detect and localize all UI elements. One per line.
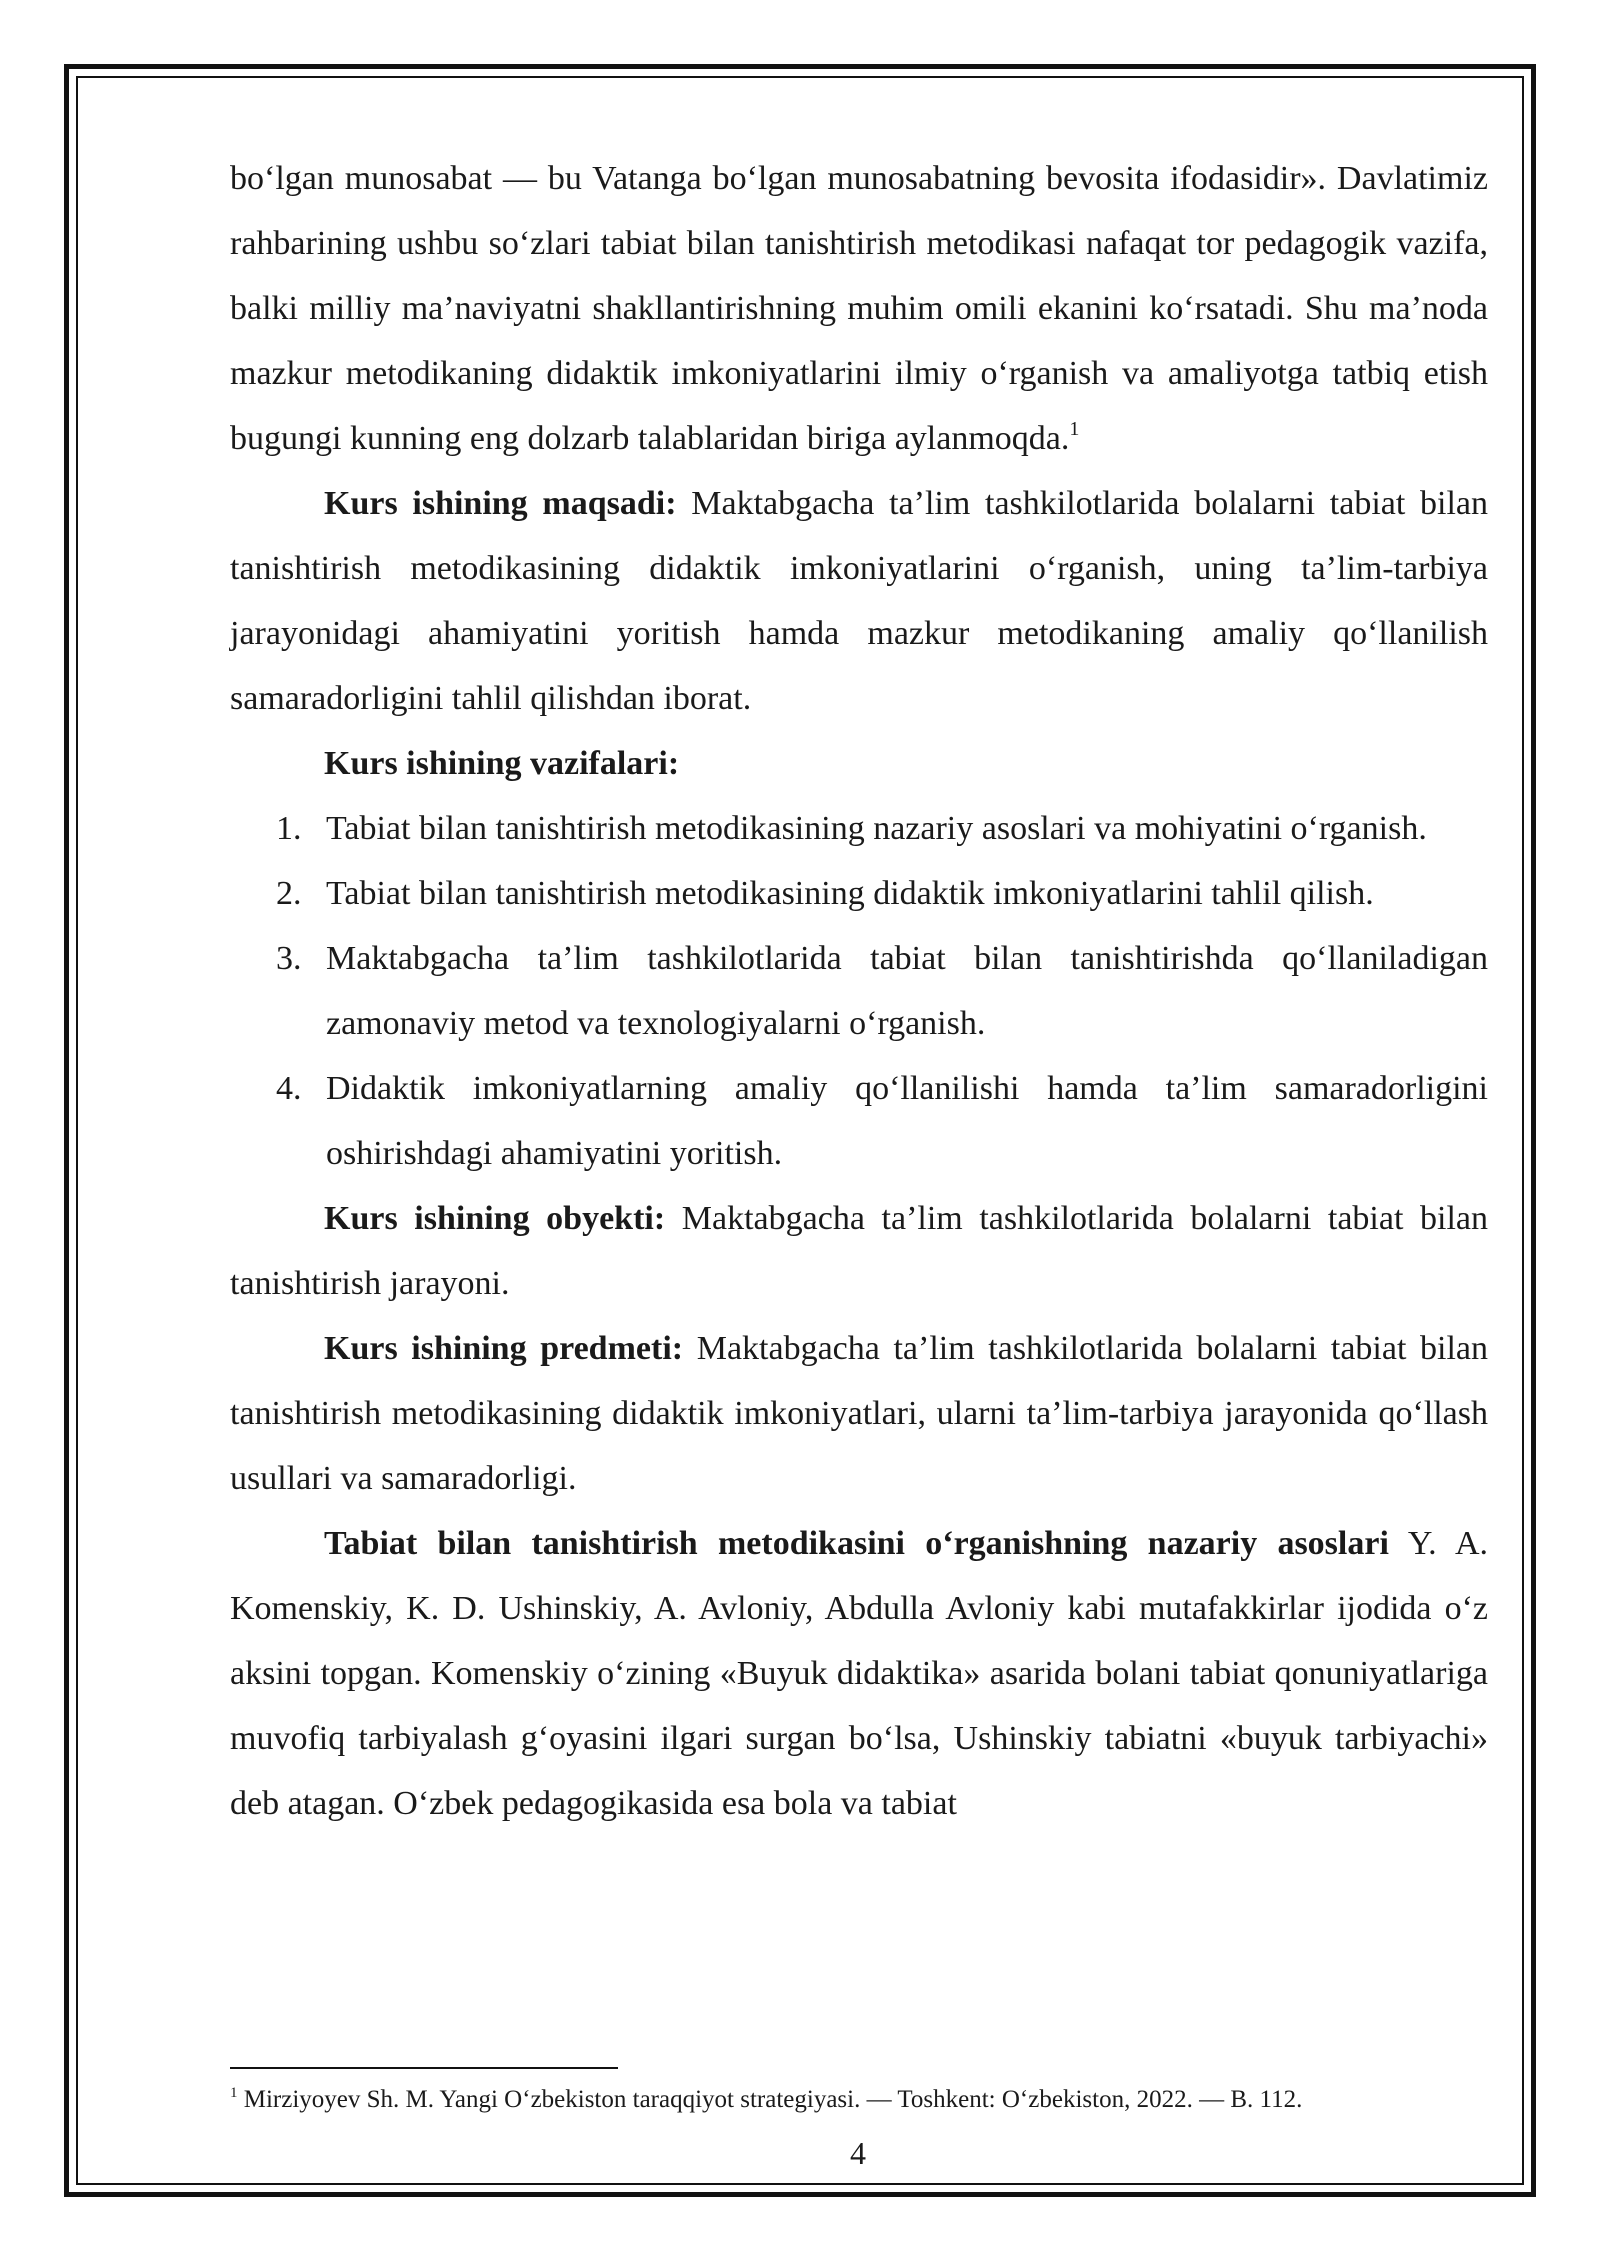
intro-text: bo‘lgan munosabat — bu Vatanga bo‘lgan munosabatning bevosita ifodasidir». Davlatimiz rahbarining ushbu so‘zlari tabiat bilan tanishtirish metodikasi nafaqat tor pedagogik vazifa, balki milliy ma’naviyatni shakllantirishning muhim omili ekanini ko‘rsatadi. Shu ma’noda mazkur metodikaning didaktik imkoniyatlarini ilmiy o‘rganish va amaliyotga tatbiq etish bugungi kunning eng dolzarb talablaridan biriga aylanmoqda. [230, 160, 1488, 457]
subject-label: Kurs ishining predmeti: [324, 1330, 684, 1367]
object-label: Kurs ishining obyekti: [324, 1200, 666, 1237]
footnote-number: 1 [230, 2085, 238, 2101]
footnote-reference: 1 [1069, 418, 1080, 440]
goal-paragraph [230, 471, 1488, 731]
footnote [230, 2083, 1488, 2117]
footnote-separator [230, 2067, 618, 2069]
theory-label: Tabiat bilan tanishtirish metodikasini o‘rganishning nazariy asoslari [324, 1525, 1389, 1562]
goal-label: Kurs ishining maqsadi: [324, 485, 677, 522]
list-item-number: 4. [276, 1070, 302, 1107]
object-text: Maktabgacha ta’lim tashkilotlarida bolalarni tabiat bilan tanishtirish jarayoni. [230, 1200, 1488, 1302]
tasks-heading [230, 731, 1488, 796]
page-number: 4 [850, 2135, 866, 2171]
list-item-number: 1. [276, 810, 302, 847]
theory-text: Y. A. Komenskiy, K. D. Ushinskiy, A. Avloniy, Abdulla Avloniy kabi mutafakkirlar ijodida o‘z aksini topgan. Komenskiy o‘zining «Buyuk didaktika» asarida bolani tabiat qonuniyatlariga muvofiq tarbiyalash g‘oyasini ilgari surgan bo‘lsa, Ushinskiy tabiatni «buyuk tarbiyachi» deb atagan. O‘zbek pedagogikasida esa bola va tabiat [230, 1525, 1488, 1822]
theory-paragraph [230, 1511, 1488, 1836]
goal-text: Maktabgacha ta’lim tashkilotlarida bolalarni tabiat bilan tanishtirish metodikasining didaktik imkoniyatlarini o‘rganish, uning ta’lim-tarbiya jarayonidagi ahamiyatini yoritish hamda mazkur metodikaning amaliy qo‘llanilish samaradorligini tahlil qilishdan iborat. [230, 485, 1488, 717]
list-item [230, 1056, 1488, 1186]
list-item-text: Tabiat bilan tanishtirish metodikasining nazariy asoslari va mohiyatini o‘rganish. [326, 810, 1427, 847]
list-item-text: Didaktik imkoniyatlarning amaliy qo‘llanilishi hamda ta’lim samaradorligini oshirishdagi ahamiyatini yoritish. [326, 1070, 1488, 1172]
document-body [230, 146, 1488, 1836]
subject-paragraph [230, 1316, 1488, 1511]
list-item [230, 796, 1488, 861]
footnote-text: Mirziyoyev Sh. M. Yangi O‘zbekiston taraqqiyot strategiyasi. — Toshkent: O‘zbekiston, 2022. — B. 112. [237, 2086, 1303, 2113]
list-item-number: 2. [276, 875, 302, 912]
list-item [230, 926, 1488, 1056]
intro-paragraph [230, 146, 1488, 471]
list-item [230, 861, 1488, 926]
object-paragraph [230, 1186, 1488, 1316]
list-item-number: 3. [276, 940, 302, 977]
tasks-list [230, 796, 1488, 1186]
list-item-text: Tabiat bilan tanishtirish metodikasining didaktik imkoniyatlarini tahlil qilish. [326, 875, 1374, 912]
tasks-label: Kurs ishining vazifalari: [324, 745, 680, 782]
subject-text: Maktabgacha ta’lim tashkilotlarida bolalarni tabiat bilan tanishtirish metodikasining didaktik imkoniyatlari, ularni ta’lim-tarbiya jarayonida qo‘llash usullari va samaradorligi. [230, 1330, 1488, 1497]
list-item-text: Maktabgacha ta’lim tashkilotlarida tabiat bilan tanishtirishda qo‘llaniladigan zamonaviy metod va texnologiyalarni o‘rganish. [326, 940, 1488, 1042]
